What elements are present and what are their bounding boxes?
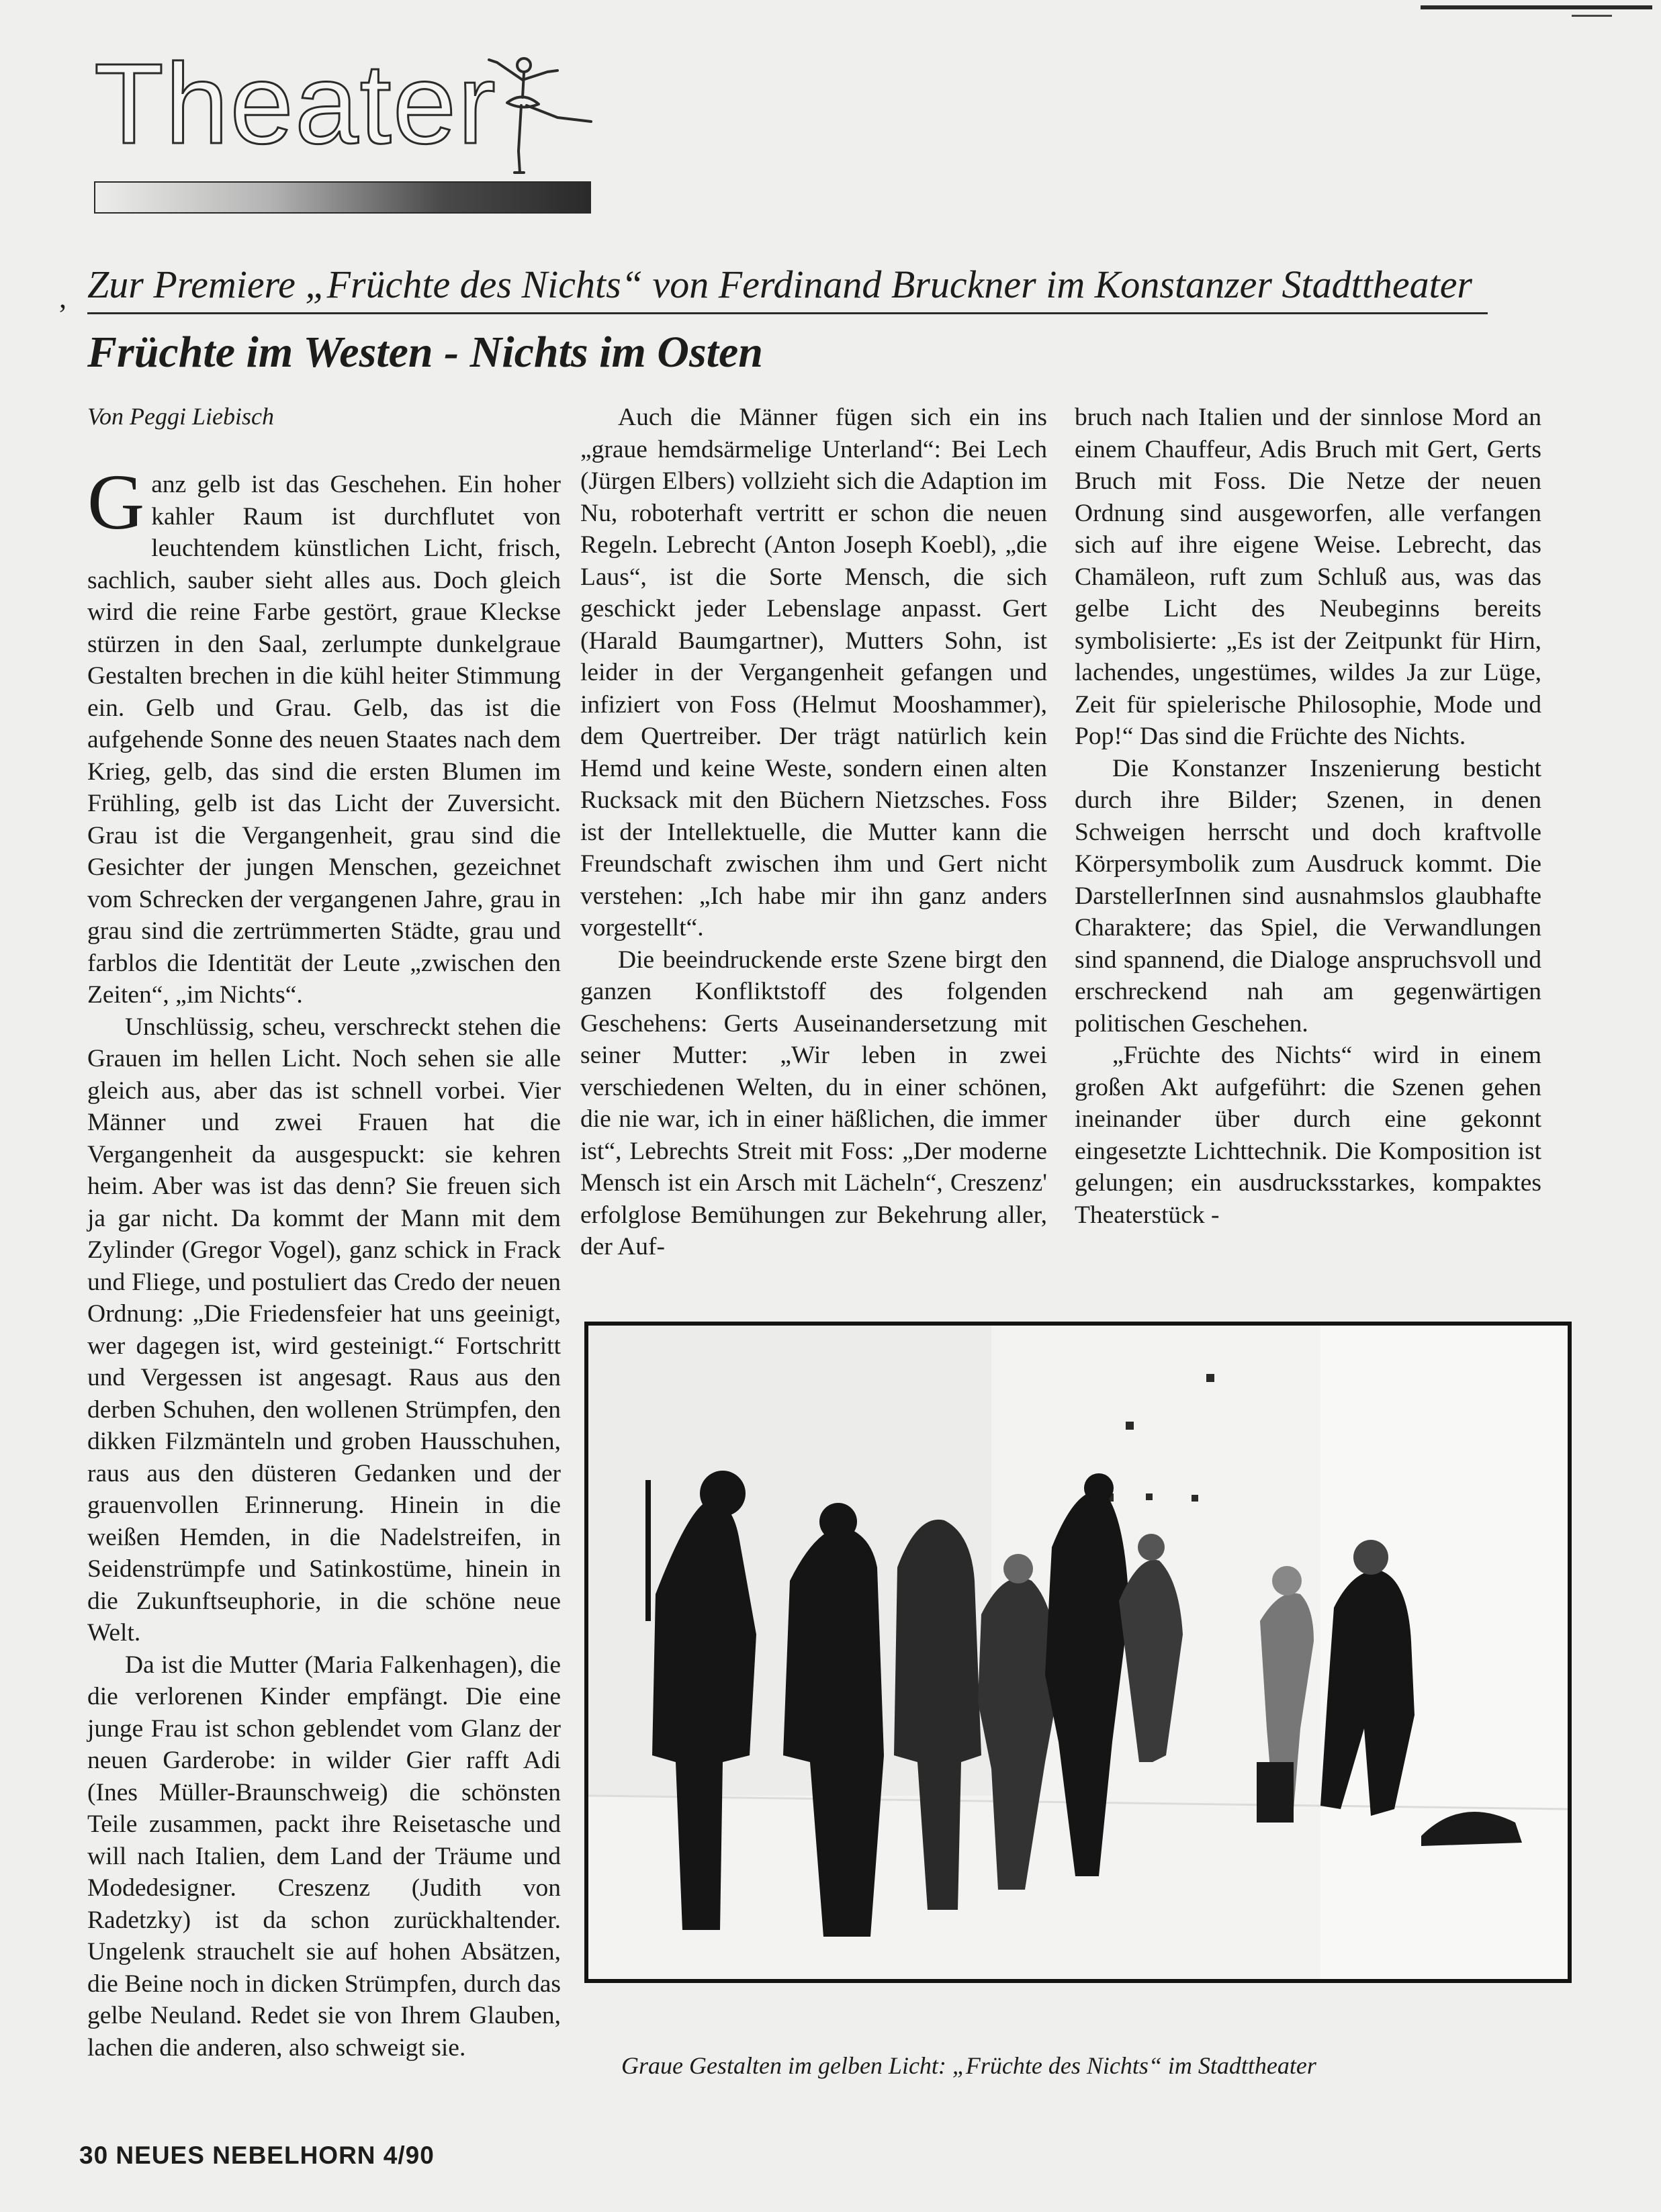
kicker-rule (87, 312, 1488, 314)
page-top-rule (1421, 5, 1652, 16)
stage-photo (584, 1322, 1572, 1983)
photo-caption: Graue Gestalten im gelben Licht: „Früchte des Nichts“ im Stadttheater (621, 2052, 1316, 2079)
article-column-2 (580, 402, 1047, 1260)
paragraph: bruch nach Italien und der sinnlose Mord an einem Chauffeur, Adis Bruch mit Gert, Gerts Bruch mit Foss. Die Netze der neuen Ordnung sind ausgeworfen, alle verfangen sich auf ihre eigene Weise. Lebrecht, das Chamäleon, ruft zum Schluß aus, was das gelbe Licht des Neubeginns bereits symbolisierte: „Es ist der Zeitpunkt für Hirn, lachendes, ungestümes, wildes Ja zur Lüge, Zeit für spielerische Philosophie, Mode und Pop!“ Das sind die Früchte des Nichts. (1075, 404, 1541, 750)
ballerina-dancer-icon (457, 50, 598, 185)
paragraph: Da ist die Mutter (Maria Falkenhagen), die die verlorenen Kinder empfängt. Die eine junge Frau ist schon geblendet vom Glanz der neuen Garderobe: in wilder Gier rafft Adi (Ines Müller-Braunschweig) die schönsten Teile zusammen, packt ihre Reisetasche und will nach Italien, dem Land der Träume und Modedesigner. Creszenz (Judith von Radetzky) ist da schon zurückhaltender. Ungelenk strauchelt sie auf hohen Absätzen, die Beine noch in dicken Strümpfen, durch das gelbe Neuland. Redet sie von Ihrem Glauben, lachen die anderen, also schweigt sie. (87, 1651, 561, 2062)
kicker-bullet: , (59, 281, 66, 314)
paragraph (87, 458, 561, 1011)
article-column-3 (1075, 402, 1541, 1228)
paragraph: Unschlüssig, scheu, verschreckt stehen die Grauen im hellen Licht. Noch sehen sie alle gleich aus, aber das ist schnell vorbei. Vier Männer und zwei Frauen hat die Vergangenheit da ausgespuckt: sie kehren heim. Aber was ist das denn? Sie freuen sich ja gar nicht. Da kommt der Mann mit dem Zylinder (Gregor Vogel), ganz schick in Frack und Fliege, und postuliert das Credo der neuen Ordnung: „Die Friedensfeier hat uns geeinigt, wer dagegen ist, wird gesteinigt.“ Fortschritt und Vergessen ist angesagt. Raus aus den derben Schuhen, den wollenen Strümpfen, den dikken Filzmänteln und groben Hausschuhen, raus aus den düsteren Gedanken und der grauenvollen Erinnerung. Hinein in die weißen Hemden, in die Nadelstreifen, in Seidenstrümpfe und Satinkostüme, hinein in die Zukunftseuphorie, in die schöne neue Welt. (87, 1013, 561, 1647)
article-kicker: Zur Premiere „Früchte des Nichts“ von Ferdinand Bruckner im Konstanzer Stadttheater (87, 263, 1473, 306)
page-top-mark (1572, 0, 1612, 17)
article-column-1 (87, 458, 561, 2067)
drop-cap: G (87, 458, 145, 546)
section-header-bar (94, 181, 591, 214)
article-headline: Früchte im Westen - Nichts im Osten (87, 328, 763, 377)
paragraph: „Früchte des Nichts“ wird in einem großen Akt aufgeführt: die Szenen gehen ineinander über durch eine gekonnt eingesetzte Lichttechnik. Die Komposition ist gelungen; ein ausdrucksstarkes, kompaktes Theaterstück - (1075, 1042, 1541, 1229)
paragraph: Die Konstanzer Inszenierung besticht durch ihre Bilder; Szenen, in denen Schweigen herrscht und doch kraftvolle Körpersymbolik zum Ausdruck kommt. Die DarstellerInnen sind ausnahmslos glaubhafte Charaktere; das Spiel, die Verwandlungen sind spannend, die Dialoge anspruchsvoll und erschreckend nah am gegenwärtigen politischen Geschehen. (1075, 754, 1541, 1038)
section-title: Theater (94, 40, 497, 168)
paragraph: Die beeindruckende erste Szene birgt den ganzen Konfliktstoff des folgenden Geschehens: Gerts Auseinandersetzung mit seiner Mutter: „Wir leben in zwei verschiedenen Welten, du in einer schönen, die nie war, ich in einer häßlichen, die immer ist“, Lebrechts Streit mit Foss: „Der moderne Mensch ist ein Arsch mit Lächeln“, Creszenz' erfolglose Bemühungen zur Bekehrung aller, der Auf- (580, 946, 1047, 1260)
paragraph: Auch die Männer fügen sich ein ins „graue hemdsärmelige Unterland“: Bei Lech (Jürgen Elbers) vollzieht sich die Adaption im Nu, roboterhaft vertritt er schon die neuen Regeln. Lebrecht (Anton Joseph Koebl), „die Laus“, ist die Sorte Mensch, die sich geschickt jeder Lebenslage anpasst. Gert (Harald Baumgartner), Mutters Sohn, ist leider in der Vergangenheit gefangen und infiziert von Foss (Helmut Mooshammer), dem Quertreiber. Der trägt natürlich kein Hemd und keine Weste, sondern einen alten Rucksack mit den Büchern Nietzsches. Foss ist der Intellektuelle, die Mutter kann die Freundschaft zwischen ihm und Gert nicht verstehen: „Ich habe mir ihn ganz anders vorgestellt“. (580, 404, 1047, 941)
paragraph-text: anz gelb ist das Geschehen. Ein hoher kahler Raum ist durchflutet von leuchtendem künstlichen Licht, frisch, sachlich, sauber sieht alles aus. Doch gleich wird die reine Farbe gestört, graue Kleckse stürzen in den Saal, zerlumpte dunkelgraue Gestalten brechen in die kühl heiter Stimmung ein. Gelb und Grau. Gelb, das ist die aufgehende Sonne des neuen Staates nach dem Krieg, gelb, das sind die ersten Blumen im Frühling, gelb ist das Licht der Zuversicht. Grau ist die Vergangenheit, grau sind die Gesichter der jungen Menschen, gezeichnet vom Schrecken der vergangenen Jahre, grau in grau sind die zertrümmerten Städte, grau und farblos die Identität der Leute „zwischen den Zeiten“, „im Nichts“. (87, 471, 561, 1009)
page-folio: 30 NEUES NEBELHORN 4/90 (79, 2141, 435, 2169)
article-byline: Von Peggi Liebisch (87, 403, 274, 430)
stage-photo-image (588, 1326, 1568, 1979)
